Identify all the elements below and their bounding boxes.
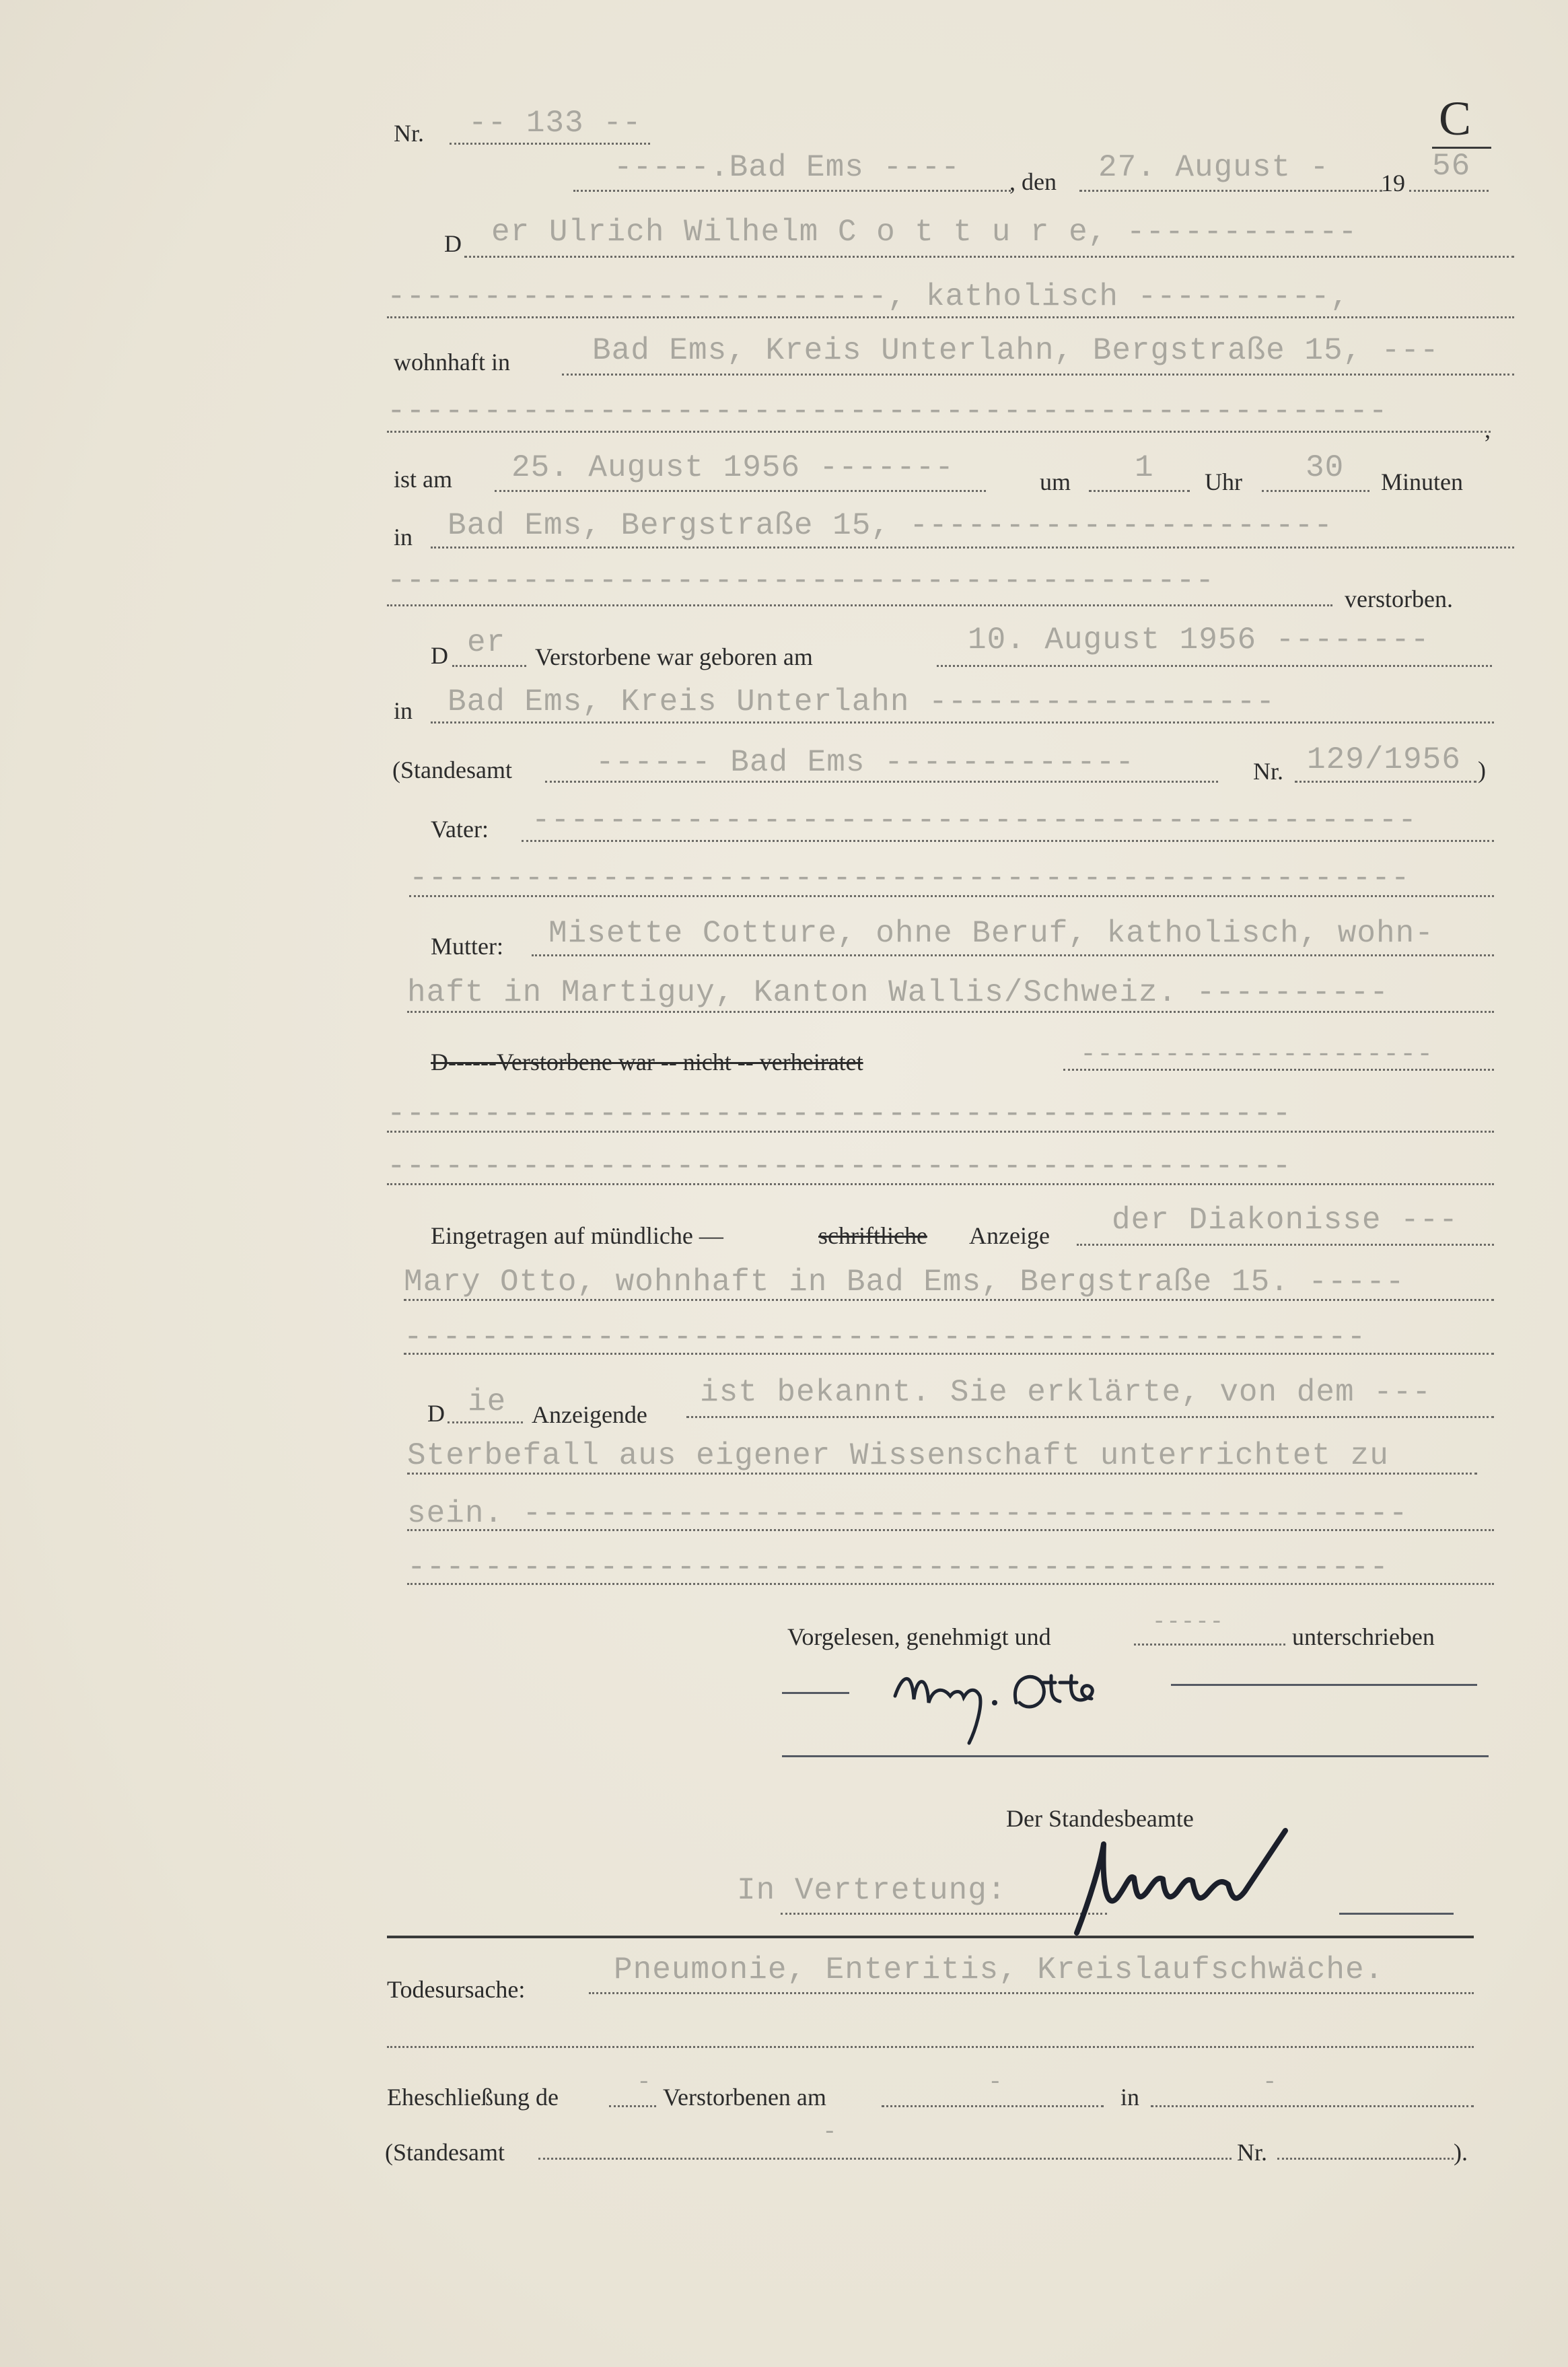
reporter-value: der Diakonisse --- <box>1112 1203 1458 1238</box>
death-place: Bad Ems, Bergstraße 15, ---------------------- <box>448 508 1333 543</box>
marriage-line1-dots <box>387 1131 1494 1133</box>
death-minutes-line <box>1262 490 1369 492</box>
person-address-line <box>562 374 1514 376</box>
birth-standesamt: ------ Bad Ems ------------- <box>596 745 1135 780</box>
anzeige-label: Anzeige <box>969 1222 1050 1249</box>
verstorbenen-label: Verstorbenen am <box>663 2084 826 2111</box>
ist-am-label: ist am <box>394 466 452 493</box>
birth-d-prefix: D <box>431 642 448 669</box>
statement-line <box>686 1416 1494 1418</box>
footer-close: ). <box>1454 2139 1468 2166</box>
record-date: 27. August - <box>1098 150 1330 185</box>
person-name: er Ulrich Wilhelm C o t t u r e, ------------ <box>491 215 1358 250</box>
mutter-label: Mutter: <box>431 933 503 960</box>
standesamt-dash: - <box>822 2118 838 2146</box>
um-label: um <box>1040 468 1071 495</box>
footer-nr-line <box>1277 2158 1454 2160</box>
marriage-line1: ----------------------------------------------- <box>387 1096 1292 1131</box>
verstorben-label: verstorben. <box>1345 586 1453 612</box>
death-place-cont-line <box>387 604 1332 606</box>
footer-standesamt-line <box>538 2158 1232 2160</box>
death-date-line <box>495 490 986 492</box>
person-religion-line <box>387 316 1514 318</box>
birth-standesamt-label: (Standesamt <box>392 756 512 783</box>
registrar-line-right <box>1339 1913 1454 1915</box>
record-letter: C <box>1439 92 1472 145</box>
reporter-cont2: -------------------------------------------------- <box>404 1320 1367 1355</box>
marriage-struck-fill: --------------------- <box>1080 1040 1434 1070</box>
vertretung-line <box>781 1913 1107 1915</box>
death-minutes: 30 <box>1306 450 1345 485</box>
vorgelesen-label: Vorgelesen, genehmigt und <box>787 1623 1051 1650</box>
cause-line <box>589 1992 1474 1994</box>
section-divider <box>387 1936 1474 1938</box>
mutter-line <box>532 954 1494 956</box>
vater-cont: ---------------------------------------------------- <box>409 861 1411 896</box>
minuten-label: Minuten <box>1381 468 1463 495</box>
birth-d-line <box>452 665 526 667</box>
person-name-line <box>464 256 1514 258</box>
vater-label: Vater: <box>431 816 489 843</box>
mutter-value: Misette Cotture, ohne Beruf, katholisch, wohn- <box>548 916 1434 951</box>
born-label: Verstorbene war geboren am <box>535 643 813 670</box>
mutter-cont: haft in Martiguy, Kanton Wallis/Schweiz. ---------- <box>407 975 1389 1010</box>
birth-nr-line <box>1295 781 1476 783</box>
ehe-label: Eheschließung de <box>387 2084 559 2111</box>
death-hour: 1 <box>1135 450 1154 485</box>
ehe-dash: - <box>637 2068 652 2096</box>
birth-nr-label: Nr. <box>1253 758 1283 785</box>
eingetragen-label: Eingetragen auf mündliche — <box>431 1222 723 1249</box>
signature-line-left <box>782 1692 849 1694</box>
footer-nr-label: Nr. <box>1237 2139 1267 2166</box>
birth-close: ) <box>1478 756 1486 783</box>
vertretung-value: In Vertretung: <box>737 1873 1007 1908</box>
mutter-cont-line <box>407 1011 1494 1013</box>
anzeigende-label: Anzeigende <box>532 1401 647 1428</box>
marriage-line2: ----------------------------------------------- <box>387 1149 1292 1184</box>
vater-cont-line <box>409 895 1494 897</box>
in-dash: - <box>1262 2068 1278 2096</box>
birth-standesamt-line <box>545 781 1218 783</box>
schriftliche-struck: schriftliche <box>818 1222 927 1249</box>
nr-line <box>450 143 650 145</box>
marriage-struck: D------Verstorbene war -- nicht -- verheiratet <box>431 1049 863 1075</box>
statement-cont-line <box>407 1473 1477 1475</box>
birth-date: 10. August 1956 -------- <box>968 623 1430 658</box>
person-address-cont-line <box>387 431 1491 433</box>
year-prefix: 19 <box>1381 170 1405 197</box>
informant-d-prefix: D <box>427 1400 445 1427</box>
death-hour-line <box>1089 490 1190 492</box>
birth-date-line <box>937 665 1492 667</box>
birth-place-line <box>431 721 1494 723</box>
year-line <box>1409 190 1489 192</box>
reporter-cont-line <box>404 1299 1494 1301</box>
statement-cont3-line <box>407 1583 1494 1585</box>
uhr-label: Uhr <box>1205 468 1242 495</box>
cause-label: Todesursache: <box>387 1976 526 2003</box>
statement-cont2: sein. ---------------------------------------------- <box>407 1496 1409 1531</box>
vater-line <box>522 840 1494 842</box>
year-suffix: 56 <box>1432 149 1471 184</box>
nr-label: Nr. <box>394 120 424 147</box>
death-in-label: in <box>394 524 413 551</box>
statement-cont3: --------------------------------------------------- <box>407 1550 1389 1585</box>
footer-standesamt-label: (Standesamt <box>385 2139 505 2166</box>
person-address: Bad Ems, Kreis Unterlahn, Bergstraße 15, --- <box>592 333 1439 368</box>
footer-in-label: in <box>1120 2084 1140 2111</box>
wohnhaft-label: wohnhaft in <box>394 349 510 376</box>
person-address-cont: ---------------------------------------------------- <box>387 394 1388 429</box>
signature-line-right <box>1171 1684 1477 1686</box>
statement-cont2-line <box>407 1529 1494 1531</box>
reporter-cont: Mary Otto, wohnhaft in Bad Ems, Bergstraße 15. ----- <box>404 1265 1405 1300</box>
am-line <box>882 2105 1104 2107</box>
statement-value: ist bekannt. Sie erklärte, von dem --- <box>700 1375 1431 1410</box>
beamte-label: Der Standesbeamte <box>1006 1805 1194 1832</box>
statement-cont: Sterbefall aus eigener Wissenschaft unterrichtet zu <box>407 1438 1389 1473</box>
birth-place: Bad Ems, Kreis Unterlahn ------------------ <box>448 684 1275 719</box>
informant-d-line <box>448 1421 523 1423</box>
vorgelesen-fill: ----- <box>1152 1610 1225 1635</box>
birth-nr: 129/1956 <box>1307 742 1461 777</box>
death-place-cont: ------------------------------------------- <box>387 563 1215 598</box>
death-date: 25. August 1956 ------- <box>511 450 954 485</box>
den-label: , den <box>1009 168 1057 195</box>
reporter-cont2-line <box>404 1353 1494 1355</box>
address-comma: , <box>1485 416 1491 443</box>
informant-d-suffix: ie <box>468 1384 507 1419</box>
registrar-signature <box>1063 1817 1346 1945</box>
record-place-line <box>573 190 1011 192</box>
reporter-line <box>1077 1244 1494 1246</box>
person-d-prefix: D <box>444 230 462 257</box>
marriage-line2-dots <box>387 1183 1494 1185</box>
cause-line-2 <box>387 2046 1474 2048</box>
nr-value: -- 133 -- <box>468 106 642 141</box>
unterschrieben-label: unterschrieben <box>1292 1623 1435 1650</box>
person-religion: --------------------------, katholisch ----------, <box>387 279 1350 314</box>
informant-signature <box>875 1649 1178 1757</box>
cause-value: Pneumonie, Enteritis, Kreislaufschwäche. <box>614 1952 1384 1987</box>
in-line <box>1151 2105 1474 2107</box>
birth-d-suffix: er <box>467 625 506 660</box>
record-date-line <box>1079 190 1382 192</box>
death-place-line <box>431 546 1514 549</box>
signature-line-2 <box>782 1755 1489 1757</box>
birth-in-label: in <box>394 697 413 724</box>
am-dash: - <box>988 2068 1003 2096</box>
vater-value: ---------------------------------------------- <box>532 803 1417 838</box>
ehe-line <box>609 2105 656 2107</box>
vorgelesen-line <box>1134 1644 1285 1646</box>
record-place: -----.Bad Ems ---- <box>614 150 960 185</box>
marriage-struck-line <box>1063 1069 1494 1071</box>
